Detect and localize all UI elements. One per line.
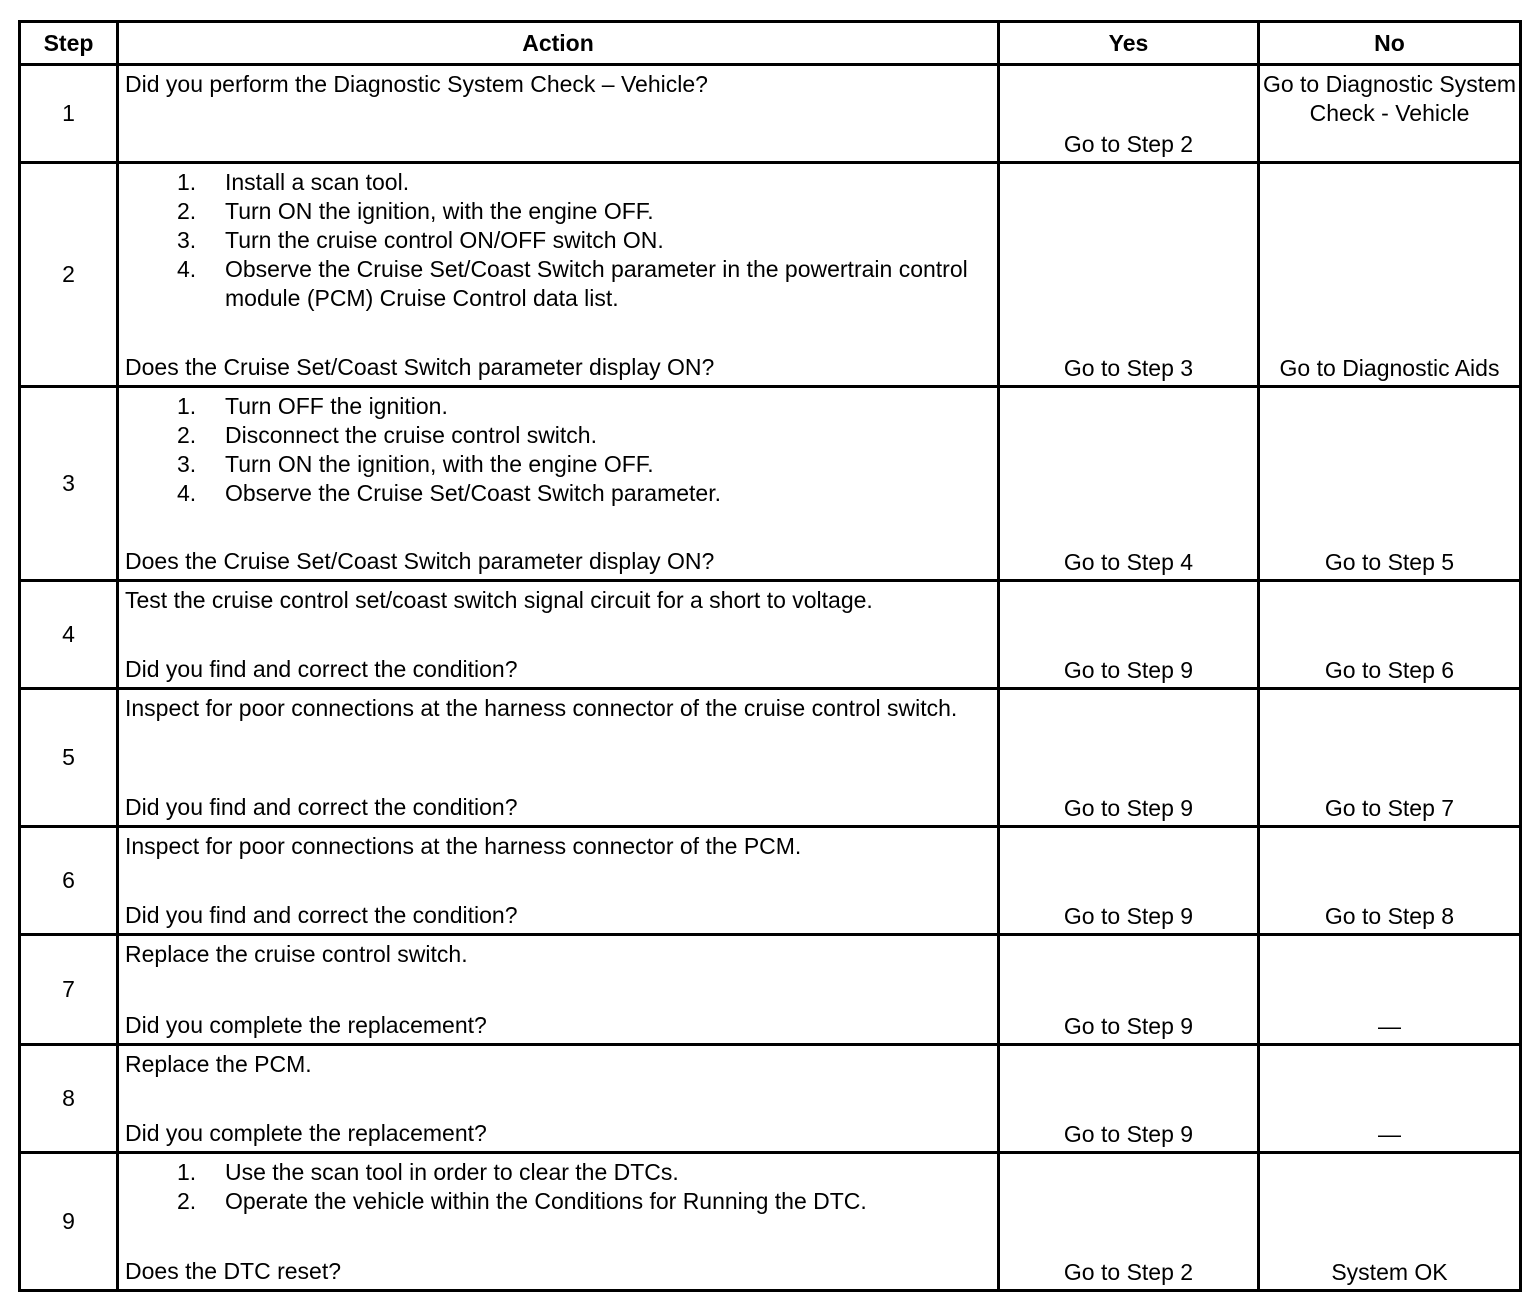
action-question: Did you find and correct the condition? <box>125 902 518 928</box>
list-item <box>125 168 991 197</box>
list-item-text: Use the scan tool in order to clear the DTCs. <box>225 1159 679 1185</box>
no-result: Go to Step 7 <box>1259 689 1521 827</box>
list-item <box>125 479 991 508</box>
action-cell <box>118 581 999 689</box>
list-item-number: 4. <box>177 480 197 506</box>
list-item-text: Install a scan tool. <box>225 169 410 195</box>
action-top <box>125 1050 991 1079</box>
no-result: — <box>1259 1045 1521 1153</box>
action-cell <box>118 387 999 581</box>
no-result: Go to Step 6 <box>1259 581 1521 689</box>
action-cell <box>118 163 999 387</box>
yes-result: Go to Step 9 <box>999 935 1259 1045</box>
step-number: 7 <box>20 935 118 1045</box>
list-item <box>125 1158 991 1187</box>
list-item-number: 2. <box>177 198 197 224</box>
action-intro: Replace the PCM. <box>125 1051 312 1077</box>
no-result: Go to Step 8 <box>1259 827 1521 935</box>
no-result: Go to Diagnostic Aids <box>1259 163 1521 387</box>
action-intro: Inspect for poor connections at the harness connector of the cruise control switch. <box>125 695 958 721</box>
yes-result: Go to Step 4 <box>999 387 1259 581</box>
step-number: 4 <box>20 581 118 689</box>
yes-result: Go to Step 9 <box>999 827 1259 935</box>
action-top <box>125 586 991 615</box>
action-steps-list <box>125 168 991 313</box>
action-intro: Replace the cruise control switch. <box>125 941 468 967</box>
step-number: 5 <box>20 689 118 827</box>
list-item-text: Disconnect the cruise control switch. <box>225 422 597 448</box>
header-action: Action <box>118 22 999 65</box>
action-top <box>125 1158 991 1216</box>
table-row <box>20 827 1521 935</box>
list-item-text: Turn OFF the ignition. <box>225 393 448 419</box>
action-question: Does the DTC reset? <box>125 1258 342 1284</box>
list-item-number: 1. <box>177 169 197 195</box>
action-cell <box>118 689 999 827</box>
yes-result: Go to Step 2 <box>999 1153 1259 1291</box>
list-item-number: 2. <box>177 1188 197 1214</box>
table-row <box>20 65 1521 163</box>
diagnostic-table <box>18 20 1522 1292</box>
step-number: 1 <box>20 65 118 163</box>
step-number: 3 <box>20 387 118 581</box>
table-row <box>20 163 1521 387</box>
action-question: Did you complete the replacement? <box>125 1012 487 1038</box>
table-row <box>20 1045 1521 1153</box>
list-item-text: Turn ON the ignition, with the engine OFF. <box>225 451 654 477</box>
action-intro: Inspect for poor connections at the harness connector of the PCM. <box>125 833 802 859</box>
action-steps-list <box>125 1158 991 1216</box>
list-item-number: 3. <box>177 451 197 477</box>
step-number: 8 <box>20 1045 118 1153</box>
step-number: 6 <box>20 827 118 935</box>
action-cell <box>118 65 999 163</box>
table-row <box>20 689 1521 827</box>
header-yes: Yes <box>999 22 1259 65</box>
action-intro: Did you perform the Diagnostic System Check – Vehicle? <box>125 71 708 97</box>
action-question: Did you find and correct the condition? <box>125 656 518 682</box>
list-item <box>125 450 991 479</box>
table-row <box>20 1153 1521 1291</box>
list-item <box>125 1187 991 1216</box>
list-item <box>125 197 991 226</box>
list-item-text: Turn the cruise control ON/OFF switch ON. <box>225 227 664 253</box>
no-result: Go to Diagnostic System Check - Vehicle <box>1259 65 1521 163</box>
action-top <box>125 392 991 508</box>
list-item-number: 1. <box>177 1159 197 1185</box>
list-item <box>125 392 991 421</box>
action-question: Did you complete the replacement? <box>125 1120 487 1146</box>
header-no: No <box>1259 22 1521 65</box>
header-step: Step <box>20 22 118 65</box>
action-top <box>125 70 991 99</box>
action-question: Does the Cruise Set/Coast Switch parameter display ON? <box>125 548 715 574</box>
yes-result: Go to Step 9 <box>999 581 1259 689</box>
action-cell <box>118 935 999 1045</box>
yes-result: Go to Step 3 <box>999 163 1259 387</box>
list-item <box>125 226 991 255</box>
list-item-number: 1. <box>177 393 197 419</box>
table-body <box>20 65 1521 1291</box>
list-item-text: Observe the Cruise Set/Coast Switch parameter. <box>225 480 721 506</box>
yes-result: Go to Step 9 <box>999 1045 1259 1153</box>
action-question: Did you find and correct the condition? <box>125 794 518 820</box>
action-top <box>125 832 991 861</box>
no-result: Go to Step 5 <box>1259 387 1521 581</box>
action-top <box>125 694 991 723</box>
list-item-text: Operate the vehicle within the Conditions for Running the DTC. <box>225 1188 867 1214</box>
table-row <box>20 581 1521 689</box>
table-row <box>20 387 1521 581</box>
yes-result: Go to Step 2 <box>999 65 1259 163</box>
list-item-text: Turn ON the ignition, with the engine OFF. <box>225 198 654 224</box>
action-cell <box>118 827 999 935</box>
action-top <box>125 168 991 313</box>
list-item-number: 4. <box>177 256 197 282</box>
header-row <box>20 22 1521 65</box>
action-intro: Test the cruise control set/coast switch signal circuit for a short to voltage. <box>125 587 873 613</box>
yes-result: Go to Step 9 <box>999 689 1259 827</box>
list-item <box>125 255 991 313</box>
action-steps-list <box>125 392 991 508</box>
action-cell <box>118 1045 999 1153</box>
list-item-number: 2. <box>177 422 197 448</box>
list-item-text: Observe the Cruise Set/Coast Switch parameter in the powertrain control module (PCM) Cruise Control data list. <box>225 256 968 311</box>
table-row <box>20 935 1521 1045</box>
action-top <box>125 940 991 969</box>
list-item <box>125 421 991 450</box>
step-number: 2 <box>20 163 118 387</box>
action-cell <box>118 1153 999 1291</box>
no-result: System OK <box>1259 1153 1521 1291</box>
no-result: — <box>1259 935 1521 1045</box>
step-number: 9 <box>20 1153 118 1291</box>
action-question: Does the Cruise Set/Coast Switch parameter display ON? <box>125 354 715 380</box>
list-item-number: 3. <box>177 227 197 253</box>
